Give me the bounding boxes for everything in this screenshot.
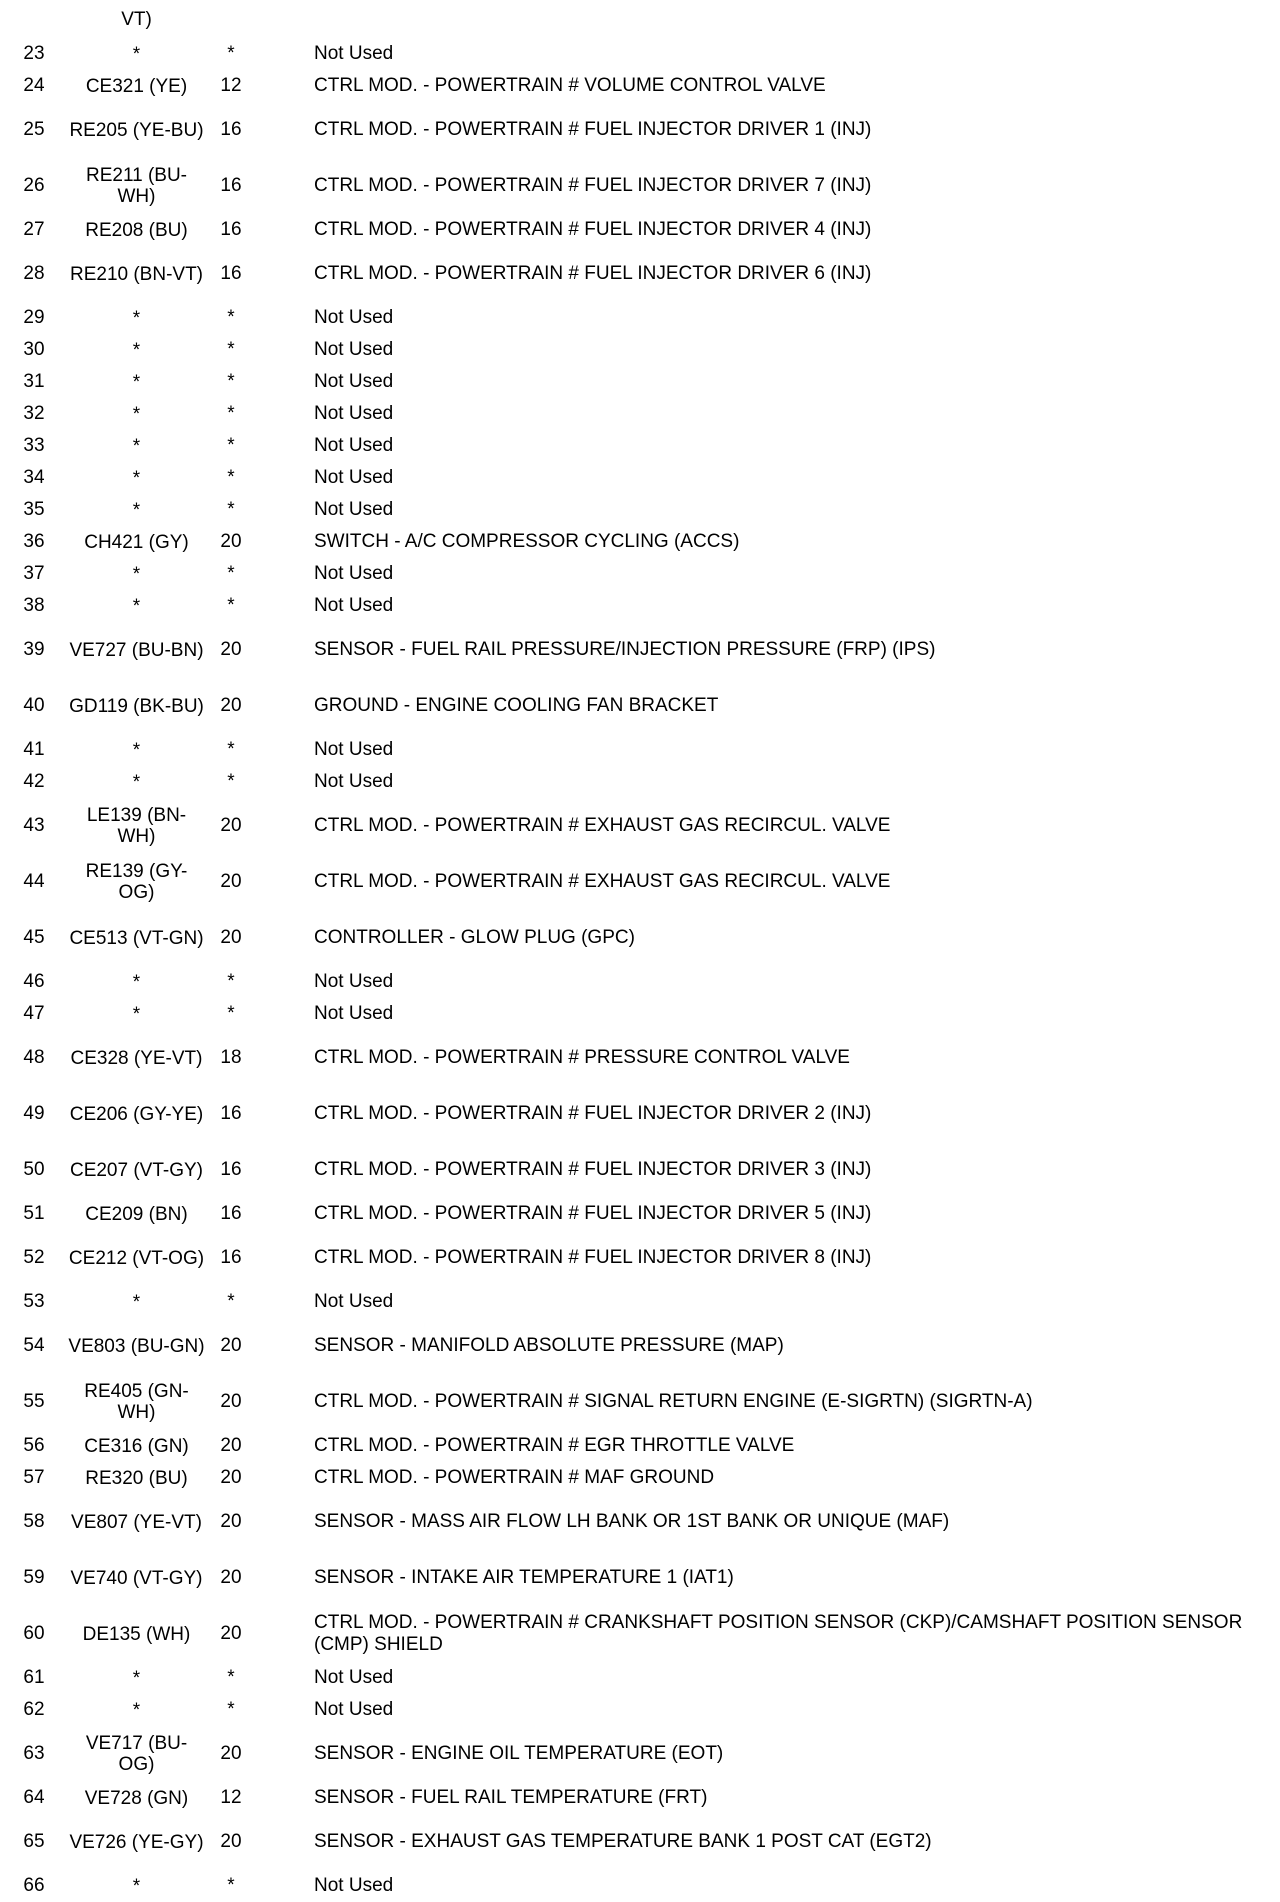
circuit-function-cell: Not Used — [314, 403, 394, 424]
table-row — [0, 158, 1280, 214]
wire-gauge-cell: 16 — [220, 1103, 242, 1124]
table-row — [0, 398, 1280, 430]
pin-number-cell: 55 — [23, 1391, 45, 1412]
pin-number-cell: 41 — [23, 739, 45, 760]
wire-code-cell: * — [132, 1291, 141, 1313]
spacer-cell — [257, 1694, 314, 1726]
table-row — [0, 1286, 1280, 1318]
wire-code-cell: * — [132, 1699, 141, 1721]
wire-gauge-cell: 12 — [220, 75, 242, 96]
pin-number-cell: 40 — [23, 695, 45, 716]
pin-number-cell: 28 — [23, 263, 45, 284]
spacer-cell — [257, 1814, 314, 1870]
table-row — [0, 1606, 1280, 1662]
wire-code-cell: CE209 (BN) — [85, 1203, 188, 1225]
circuit-function-cell: Not Used — [314, 339, 394, 360]
wire-gauge-cell: * — [227, 971, 235, 992]
circuit-function-cell: CTRL MOD. - POWERTRAIN # FUEL INJECTOR DRIVER 3 (INJ) — [314, 1159, 872, 1180]
spacer-cell — [257, 462, 314, 494]
circuit-function-cell: CTRL MOD. - POWERTRAIN # EXHAUST GAS RECIRCUL. VALVE — [314, 815, 891, 836]
circuit-function-cell: SENSOR - INTAKE AIR TEMPERATURE 1 (IAT1) — [314, 1567, 734, 1588]
table-row — [0, 462, 1280, 494]
pin-number-cell: 64 — [23, 1787, 45, 1808]
wire-code-cell: DE135 (WH) — [82, 1623, 191, 1645]
circuit-function-cell: Not Used — [314, 595, 394, 616]
spacer-cell — [257, 1198, 314, 1230]
wire-gauge-cell: 16 — [220, 263, 242, 284]
circuit-function-cell: CTRL MOD. - POWERTRAIN # MAF GROUND — [314, 1467, 715, 1488]
wire-gauge-cell: * — [227, 1291, 235, 1312]
wire-code-cell: VE717 (BU-OG) — [85, 1733, 188, 1775]
wire-code-cell: * — [132, 307, 141, 329]
pin-number-cell: 33 — [23, 435, 45, 456]
wire-gauge-cell: 16 — [220, 1203, 242, 1224]
wire-gauge-cell: 20 — [220, 1435, 242, 1456]
pin-number-cell: 26 — [23, 175, 45, 196]
pin-number-cell: 35 — [23, 499, 45, 520]
wire-gauge-cell: 16 — [220, 1247, 242, 1268]
wire-gauge-cell: * — [227, 1699, 235, 1720]
circuit-function-cell: SENSOR - EXHAUST GAS TEMPERATURE BANK 1 POST CAT (EGT2) — [314, 1831, 932, 1852]
pin-number-cell: 61 — [23, 1667, 45, 1688]
wire-gauge-cell: * — [227, 739, 235, 760]
spacer-cell — [257, 246, 314, 302]
table-row — [0, 1430, 1280, 1462]
table-row — [0, 1142, 1280, 1198]
pin-number-cell: 45 — [23, 927, 45, 948]
circuit-function-cell: GROUND - ENGINE COOLING FAN BRACKET — [314, 695, 719, 716]
table-row — [0, 526, 1280, 558]
circuit-function-cell: CONTROLLER - GLOW PLUG (GPC) — [314, 927, 635, 948]
continuation-row — [0, 0, 1280, 38]
pin-number-cell: 60 — [23, 1623, 45, 1644]
circuit-function-cell: Not Used — [314, 43, 394, 64]
wire-gauge-cell: * — [227, 1875, 235, 1896]
wire-code-cell: CE212 (VT-OG) — [68, 1247, 205, 1269]
circuit-function-cell: CTRL MOD. - POWERTRAIN # PRESSURE CONTROL VALVE — [314, 1047, 850, 1068]
wire-gauge-cell: * — [227, 339, 235, 360]
table-row — [0, 798, 1280, 854]
circuit-function-cell: Not Used — [314, 499, 394, 520]
table-row — [0, 430, 1280, 462]
spacer-cell — [257, 70, 314, 102]
wire-gauge-cell: 20 — [220, 1831, 242, 1852]
wire-code-cell: * — [132, 43, 141, 65]
table-row — [0, 1494, 1280, 1550]
pin-number-cell: 51 — [23, 1203, 45, 1224]
table-row — [0, 38, 1280, 70]
table-row — [0, 622, 1280, 678]
spacer-cell — [257, 1030, 314, 1086]
spacer-cell — [257, 1430, 314, 1462]
spacer-cell — [257, 1550, 314, 1606]
pin-number-cell: 25 — [23, 119, 45, 140]
circuit-function-cell: Not Used — [314, 371, 394, 392]
spacer-cell — [257, 766, 314, 798]
table-row — [0, 998, 1280, 1030]
pin-number-cell: 57 — [23, 1467, 45, 1488]
wire-gauge-cell: 20 — [220, 1511, 242, 1532]
spacer-cell — [257, 1286, 314, 1318]
table-row — [0, 1662, 1280, 1694]
spacer-cell — [257, 334, 314, 366]
wire-code-cell: * — [132, 339, 141, 361]
circuit-function-cell: Not Used — [314, 1003, 394, 1024]
spacer-cell — [257, 1494, 314, 1550]
spacer-cell — [257, 678, 314, 734]
table-row — [0, 558, 1280, 590]
wire-gauge-cell: 20 — [220, 1391, 242, 1412]
wire-gauge-cell: 20 — [220, 815, 242, 836]
table-row — [0, 966, 1280, 998]
spacer-cell — [257, 1870, 314, 1902]
spacer-cell — [257, 1374, 314, 1430]
pin-number-cell: 32 — [23, 403, 45, 424]
wire-code-cell: RE139 (GY-OG) — [85, 861, 188, 903]
circuit-function-cell: SENSOR - FUEL RAIL TEMPERATURE (FRT) — [314, 1787, 708, 1808]
wire-gauge-cell: 20 — [220, 1467, 242, 1488]
wire-code-cell: * — [132, 1875, 141, 1897]
wire-code-cell: CE316 (GN) — [84, 1435, 189, 1457]
wire-gauge-cell: 20 — [220, 927, 242, 948]
wire-code-cell: RE210 (BN-VT) — [69, 263, 204, 285]
wire-gauge-cell: * — [227, 1003, 235, 1024]
pin-cell — [0, 0, 68, 38]
wire-code-cell: RE208 (BU) — [85, 219, 188, 241]
spacer-cell — [257, 734, 314, 766]
wire-code-cell: RE205 (YE-BU) — [69, 119, 204, 141]
pin-number-cell: 34 — [23, 467, 45, 488]
wire-code-cell: * — [132, 435, 141, 457]
table-row — [0, 366, 1280, 398]
table-row — [0, 590, 1280, 622]
spacer-cell — [257, 558, 314, 590]
wire-code-cell: * — [132, 771, 141, 793]
table-row — [0, 70, 1280, 102]
circuit-function-cell: Not Used — [314, 307, 394, 328]
circuit-function-cell: CTRL MOD. - POWERTRAIN # SIGNAL RETURN ENGINE (E-SIGRTN) (SIGRTN-A) — [314, 1391, 1033, 1412]
circuit-function-cell: CTRL MOD. - POWERTRAIN # FUEL INJECTOR DRIVER 7 (INJ) — [314, 175, 872, 196]
pin-number-cell: 59 — [23, 1567, 45, 1588]
wire-code-cell: GD119 (BK-BU) — [69, 695, 204, 717]
pin-number-cell: 29 — [23, 307, 45, 328]
pin-number-cell: 36 — [23, 531, 45, 552]
wire-gauge-cell: * — [227, 467, 235, 488]
table-row — [0, 766, 1280, 798]
circuit-function-cell: SENSOR - MANIFOLD ABSOLUTE PRESSURE (MAP) — [314, 1335, 784, 1356]
spacer-cell — [257, 526, 314, 558]
pin-number-cell: 66 — [23, 1875, 45, 1896]
wire-gauge-cell: 20 — [220, 1567, 242, 1588]
spacer-cell — [257, 590, 314, 622]
wire-code-cell: VE727 (BU-BN) — [69, 639, 204, 661]
wire-gauge-cell: * — [227, 771, 235, 792]
circuit-function-cell: CTRL MOD. - POWERTRAIN # EXHAUST GAS RECIRCUL. VALVE — [314, 871, 891, 892]
spacer-cell — [257, 1606, 314, 1662]
circuit-function-cell: CTRL MOD. - POWERTRAIN # CRANKSHAFT POSITION SENSOR (CKP)/CAMSHAFT POSITION SENSOR (CMP) SHIELD — [314, 1612, 1243, 1655]
table-row — [0, 1462, 1280, 1494]
spacer-cell — [257, 158, 314, 214]
table-row — [0, 1814, 1280, 1870]
table-row — [0, 1086, 1280, 1142]
pin-number-cell: 31 — [23, 371, 45, 392]
circuit-function-cell: CTRL MOD. - POWERTRAIN # FUEL INJECTOR DRIVER 1 (INJ) — [314, 119, 872, 140]
wire-code-cell: * — [132, 739, 141, 761]
table-row — [0, 494, 1280, 526]
spacer-cell — [257, 1726, 314, 1782]
wire-code-cell: VE803 (BU-GN) — [68, 1335, 205, 1357]
circuit-function-cell: CTRL MOD. - POWERTRAIN # FUEL INJECTOR DRIVER 5 (INJ) — [314, 1203, 872, 1224]
pin-number-cell: 56 — [23, 1435, 45, 1456]
table-row — [0, 1030, 1280, 1086]
pin-number-cell: 38 — [23, 595, 45, 616]
circuit-function-cell: CTRL MOD. - POWERTRAIN # FUEL INJECTOR DRIVER 4 (INJ) — [314, 219, 872, 240]
wire-code-cell: RE320 (BU) — [85, 1467, 188, 1489]
table-row — [0, 854, 1280, 910]
table-row — [0, 1694, 1280, 1726]
wire-gauge-cell: * — [227, 499, 235, 520]
wire-code-cell: * — [132, 1003, 141, 1025]
spacer-cell — [257, 38, 314, 70]
table-row — [0, 734, 1280, 766]
spacer-cell — [257, 1230, 314, 1286]
circuit-function-cell: CTRL MOD. - POWERTRAIN # FUEL INJECTOR DRIVER 2 (INJ) — [314, 1103, 872, 1124]
circuit-function-cell: CTRL MOD. - POWERTRAIN # EGR THROTTLE VALVE — [314, 1435, 795, 1456]
spacer-cell — [257, 622, 314, 678]
wire-code-cell: * — [132, 499, 141, 521]
table-row — [0, 1374, 1280, 1430]
spacer-cell — [257, 398, 314, 430]
wire-gauge-cell: 20 — [220, 695, 242, 716]
pin-number-cell: 53 — [23, 1291, 45, 1312]
circuit-function-cell: Not Used — [314, 435, 394, 456]
wire-gauge-cell: 16 — [220, 1159, 242, 1180]
spacer-cell — [257, 998, 314, 1030]
wire-code-cell: RE405 (GN-WH) — [84, 1381, 189, 1423]
circuit-function-cell: Not Used — [314, 1699, 394, 1720]
pin-number-cell: 52 — [23, 1247, 45, 1268]
spacer-cell — [257, 1462, 314, 1494]
table-row — [0, 1782, 1280, 1814]
circuit-function-cell: SWITCH - A/C COMPRESSOR CYCLING (ACCS) — [314, 531, 740, 552]
wire-code-cell: CE513 (VT-GN) — [69, 927, 204, 949]
spacer-cell — [257, 966, 314, 998]
wire-gauge-cell: * — [227, 595, 235, 616]
wire-gauge-cell: 16 — [220, 119, 242, 140]
wire-gauge-cell: * — [227, 371, 235, 392]
pin-number-cell: 46 — [23, 971, 45, 992]
table-row — [0, 1230, 1280, 1286]
spacer-cell — [257, 102, 314, 158]
spacer-cell — [257, 366, 314, 398]
spacer-cell — [257, 302, 314, 334]
wire-gauge-cell: 20 — [220, 639, 242, 660]
spacer-cell — [257, 430, 314, 462]
spacer-cell — [257, 910, 314, 966]
wire-code-cell: CE207 (VT-GY) — [69, 1159, 204, 1181]
circuit-function-cell: Not Used — [314, 771, 394, 792]
pin-number-cell: 27 — [23, 219, 45, 240]
circuit-function-cell: SENSOR - MASS AIR FLOW LH BANK OR 1ST BANK OR UNIQUE (MAF) — [314, 1511, 950, 1532]
circuit-function-cell: Not Used — [314, 971, 394, 992]
circuit-function-cell: SENSOR - ENGINE OIL TEMPERATURE (EOT) — [314, 1743, 724, 1764]
circuit-function-cell: CTRL MOD. - POWERTRAIN # VOLUME CONTROL VALVE — [314, 75, 826, 96]
circuit-function-cell: Not Used — [314, 563, 394, 584]
wire-code-cell: CE321 (YE) — [85, 75, 188, 97]
wire-code-cell: * — [132, 403, 141, 425]
wire-code-cell: VE728 (GN) — [84, 1787, 189, 1809]
spacer-cell — [257, 494, 314, 526]
spacer-cell — [257, 1142, 314, 1198]
wire-code-cell: VE807 (YE-VT) — [71, 1511, 202, 1533]
wire-gauge-cell: 20 — [220, 1335, 242, 1356]
table-row — [0, 214, 1280, 246]
pin-number-cell: 24 — [23, 75, 45, 96]
circuit-function-cell: CTRL MOD. - POWERTRAIN # FUEL INJECTOR DRIVER 8 (INJ) — [314, 1247, 872, 1268]
wire-code-cell: * — [132, 371, 141, 393]
wire-gauge-cell: * — [227, 403, 235, 424]
table-row — [0, 1870, 1280, 1902]
wire-gauge-cell: * — [227, 435, 235, 456]
wire-code-cell: * — [132, 563, 141, 585]
pin-number-cell: 62 — [23, 1699, 45, 1720]
pin-number-cell: 42 — [23, 771, 45, 792]
wire-gauge-cell: 20 — [220, 1623, 242, 1644]
wire-code-cell: LE139 (BN-WH) — [86, 805, 187, 847]
pin-number-cell: 39 — [23, 639, 45, 660]
wire-gauge-cell: 20 — [220, 871, 242, 892]
circuit-function-cell: Not Used — [314, 739, 394, 760]
wire-code-cell: VE740 (VT-GY) — [70, 1567, 203, 1589]
spacer-cell — [257, 1318, 314, 1374]
wire-gauge-cell: * — [227, 307, 235, 328]
wire-code-cell: * — [132, 971, 141, 993]
pin-number-cell: 63 — [23, 1743, 45, 1764]
pin-number-cell: 48 — [23, 1047, 45, 1068]
spacer-cell — [257, 1782, 314, 1814]
wire-code-cell: * — [132, 467, 141, 489]
table-row — [0, 678, 1280, 734]
circuit-function-cell: SENSOR - FUEL RAIL PRESSURE/INJECTION PRESSURE (FRP) (IPS) — [314, 639, 936, 660]
table-row — [0, 334, 1280, 366]
pin-number-cell: 47 — [23, 1003, 45, 1024]
spacer-cell — [257, 798, 314, 854]
pin-number-cell: 50 — [23, 1159, 45, 1180]
wire-code-cell: * — [132, 595, 141, 617]
wire-gauge-cell: * — [227, 1667, 235, 1688]
wire-gauge-cell: 18 — [220, 1047, 242, 1068]
wire-gauge-cell: * — [227, 563, 235, 584]
table-row — [0, 302, 1280, 334]
pin-number-cell: 54 — [23, 1335, 45, 1356]
spacer-cell — [257, 854, 314, 910]
pin-number-cell: 23 — [23, 43, 45, 64]
table-row — [0, 910, 1280, 966]
pin-number-cell: 30 — [23, 339, 45, 360]
table-row — [0, 246, 1280, 302]
wire-code-cell: * — [132, 1667, 141, 1689]
wire-gauge-cell: 20 — [220, 531, 242, 552]
pin-number-cell: 37 — [23, 563, 45, 584]
circuit-function-cell: CTRL MOD. - POWERTRAIN # FUEL INJECTOR DRIVER 6 (INJ) — [314, 263, 872, 284]
table-row — [0, 1318, 1280, 1374]
circuit-function-cell: Not Used — [314, 467, 394, 488]
wire-code-cell: CE206 (GY-YE) — [69, 1103, 204, 1125]
table-row — [0, 1726, 1280, 1782]
wire-gauge-cell: 20 — [220, 1743, 242, 1764]
pin-number-cell: 58 — [23, 1511, 45, 1532]
wire-gauge-cell: 16 — [220, 219, 242, 240]
wire-gauge-cell: * — [227, 43, 235, 64]
wire-code-cell: CE328 (YE-VT) — [70, 1047, 203, 1069]
pin-number-cell: 44 — [23, 871, 45, 892]
spacer-cell — [257, 1662, 314, 1694]
wire-gauge-cell: 12 — [220, 1787, 242, 1808]
pin-number-cell: 43 — [23, 815, 45, 836]
spacer-cell — [257, 1086, 314, 1142]
circuit-function-cell: Not Used — [314, 1875, 394, 1896]
spacer-cell — [257, 214, 314, 246]
pin-number-cell: 65 — [23, 1831, 45, 1852]
pin-number-cell: 49 — [23, 1103, 45, 1124]
wire-cell: VT) — [121, 8, 152, 30]
wire-code-cell: CH421 (GY) — [84, 531, 189, 553]
circuit-function-cell: Not Used — [314, 1291, 394, 1312]
wire-code-cell: RE211 (BU-WH) — [85, 165, 187, 207]
table-row — [0, 1198, 1280, 1230]
wire-code-cell: VE726 (YE-GY) — [69, 1831, 204, 1853]
table-row — [0, 1550, 1280, 1606]
wire-gauge-cell: 16 — [220, 175, 242, 196]
circuit-function-cell: Not Used — [314, 1667, 394, 1688]
table-row — [0, 102, 1280, 158]
